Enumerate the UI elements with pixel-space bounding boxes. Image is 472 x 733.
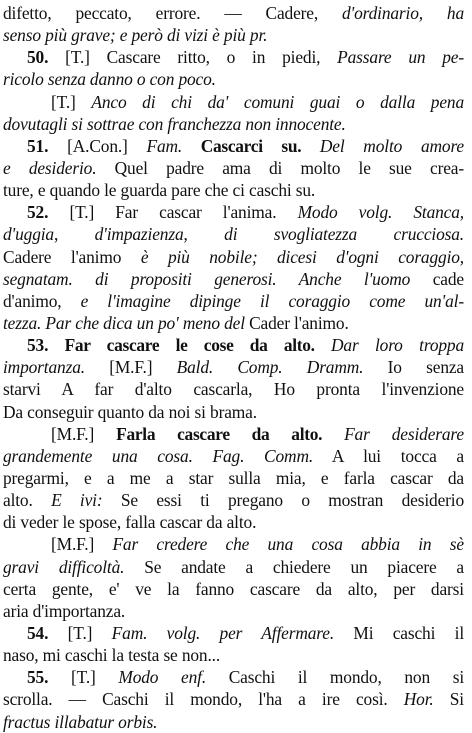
text-segment: Da conseguir quanto da noi si brama. (3, 401, 257, 422)
text-segment: alto. (3, 490, 52, 511)
text-segment: Se andate a chiedere un piacere a (124, 556, 464, 577)
text-line (3, 511, 464, 533)
text-segment: d'ordinario, ha (341, 3, 464, 23)
text-line (3, 445, 464, 467)
text-line (3, 201, 464, 223)
headword-phrase: Cascarci su. (182, 135, 320, 156)
text-line (3, 179, 464, 201)
text-segment: aria d'importanza. (3, 600, 126, 621)
text-segment: difetto, peccato, errore. — Cadere, (3, 3, 342, 23)
text-line (3, 157, 464, 179)
text-segment: è più nobile; dicesi d'ogni coraggio, (140, 246, 464, 267)
text-line (3, 688, 464, 710)
text-segment: d'animo, (3, 290, 81, 311)
text-segment: naso, mi caschi la testa se non... (3, 645, 221, 666)
text-line (3, 467, 464, 489)
text-segment: Cader l'animo. (244, 312, 349, 333)
text-segment: scrolla. — Caschi il mondo, l'ha a ire così. (3, 689, 404, 710)
text-line (3, 246, 464, 268)
text-segment: di veder le spose, falla cascar da alto. (3, 512, 257, 533)
text-segment: Si (433, 689, 464, 710)
text-segment: cade (410, 268, 464, 289)
text-segment: Caschi il mondo, non si (206, 667, 464, 688)
entry-number: 52. (27, 202, 49, 223)
text-segment: [T.] Cascare ritto, o in piedi, (48, 47, 338, 68)
text-segment: [M.F.] (51, 534, 113, 555)
entry-number: 51. (27, 135, 49, 156)
headword-phrase: Far cascare le cose da alto. (48, 335, 331, 356)
text-segment: e l'imagine dipinge il coraggio come un'al- (80, 290, 464, 311)
text-segment: Passare un pe- (337, 47, 464, 68)
text-line (3, 622, 464, 644)
text-line (3, 489, 464, 511)
text-segment: Modo enf. (118, 667, 207, 688)
text-segment: [T.] (48, 622, 112, 643)
text-line (3, 46, 464, 68)
text-segment: fractus illabatur orbis. (3, 711, 158, 732)
text-segment: pregarmi, e a me a star sulla mia, e farla cascar da (3, 467, 464, 488)
text-segment: Fam. (146, 135, 183, 156)
text-line (3, 113, 464, 135)
text-segment: ricolo senza danno o con poco. (3, 69, 216, 90)
text-line (3, 334, 464, 356)
text-segment: Fam. volg. per Affermare. (111, 622, 335, 643)
text-line (3, 356, 464, 378)
text-segment: importanza. (3, 357, 85, 378)
text-line (3, 711, 464, 733)
entry-number: 50. (27, 47, 49, 68)
text-line (3, 268, 464, 290)
text-segment: Dar loro troppa (330, 335, 464, 356)
text-segment: gravi difficoltà. (3, 556, 125, 577)
text-segment: [T.] (48, 667, 119, 688)
text-segment: d'uggia (3, 224, 54, 245)
text-segment: Far credere che una cosa abbia in sè (112, 534, 464, 555)
text-segment: [M.F.] (84, 357, 177, 378)
text-segment: segnatam. di propositi generosi. Anche l'uomo (3, 268, 411, 289)
text-segment: grandemente una cosa. Fag. Comm. (3, 445, 314, 466)
text-segment: , (183, 224, 225, 245)
text-segment: Bald. Comp. Dramm. (176, 357, 364, 378)
text-segment: e desiderio. (3, 157, 97, 178)
text-line (3, 666, 464, 688)
text-line (3, 91, 464, 113)
text-segment: E ivi: (51, 490, 103, 511)
text-line (3, 600, 464, 622)
text-segment: certa gente, e' ve la fanno cascare da alto, per darsi (3, 578, 464, 599)
text-line (3, 423, 464, 445)
text-segment: Del molto amore (319, 135, 464, 156)
text-line (3, 644, 464, 666)
text-segment: [T.] Far cascar l'anima. (48, 202, 298, 223)
text-line (3, 2, 464, 24)
text-line (3, 533, 464, 555)
text-segment: Io senza (363, 357, 464, 378)
text-line (3, 578, 464, 600)
text-line (3, 135, 464, 157)
text-line (3, 556, 464, 578)
text-segment: Quel padre ama di molto le sue crea- (96, 157, 464, 178)
text-line (3, 24, 464, 46)
text-segment: Cadere l'animo (3, 246, 141, 267)
text-segment: Hor. (403, 689, 434, 710)
text-line (3, 223, 464, 245)
text-segment: dovutagli si sottrae con franchezza non innocente. (3, 113, 346, 134)
text-segment: Mi caschi il (334, 622, 464, 643)
text-segment: [T.] (51, 91, 92, 112)
entry-number: 53. (27, 335, 49, 356)
entry-number: 54. (27, 622, 49, 643)
headword-phrase: Farla cascare da alto. (116, 423, 345, 444)
text-segment: [A.Con.] (48, 135, 147, 156)
text-line (3, 290, 464, 312)
text-segment: , (53, 224, 95, 245)
text-segment: [M.F.] (51, 423, 117, 444)
text-segment: d'impazienza (94, 224, 184, 245)
text-segment: starvi A far d'alto cascarla, Ho pronta l'invenzione (3, 379, 464, 400)
text-segment: senso più grave; e però di vizi è più pr. (3, 25, 268, 46)
dictionary-text-body (3, 2, 464, 733)
entry-number: 55. (27, 667, 49, 688)
text-segment: ture, e quando le guarda pare che ci caschi su. (3, 180, 316, 201)
text-segment: Se essi ti pregano o mostran desiderio (102, 490, 464, 511)
text-line (3, 401, 464, 423)
text-segment: di svogliatezza crucciosa. (224, 224, 464, 245)
text-segment: tezza. Par che dica un po' meno del (3, 312, 245, 333)
text-segment: Far desiderare (344, 423, 464, 444)
text-line (3, 378, 464, 400)
text-segment: Anco di chi da' comuni guai o dalla pena (91, 91, 464, 112)
text-line (3, 68, 464, 90)
text-segment: A lui tocca a (313, 445, 464, 466)
text-line (3, 312, 464, 334)
text-segment: Modo volg. Stanca, (297, 202, 464, 223)
